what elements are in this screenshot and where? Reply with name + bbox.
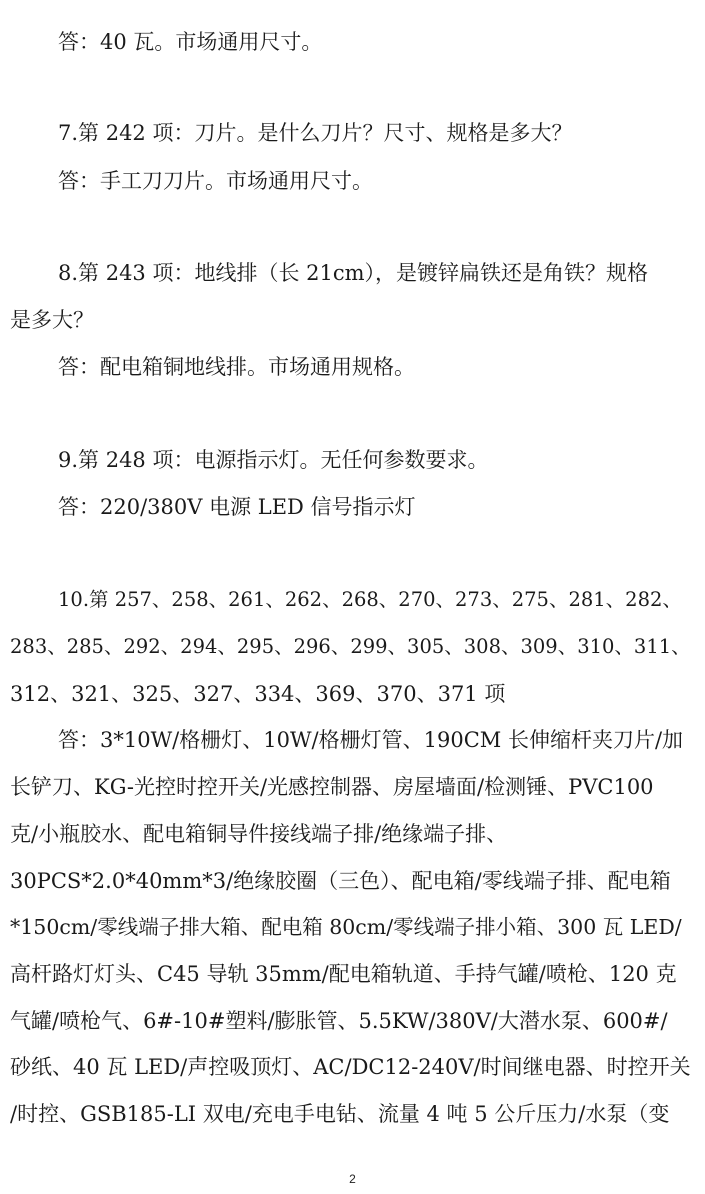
answer-line-continued: 长铲刀、KG-光控时控开关/光感控制器、房屋墙面/检测锤、PVC100	[10, 775, 654, 799]
answer-line: 答：手工刀刀片。市场通用尺寸。	[58, 169, 373, 193]
answer-line-continued: 气罐/喷枪气、6#-10#塑料/膨胀管、5.5KW/380V/大潜水泵、600#/	[10, 1009, 668, 1033]
answer-line-continued: 砂纸、40 瓦 LED/声控吸顶灯、AC/DC12-240V/时间继电器、时控开关	[10, 1055, 691, 1079]
answer-line-continued: *150cm/零线端子排大箱、配电箱 80cm/零线端子排小箱、300 瓦 LED/	[10, 915, 682, 939]
answer-line-continued: 克/小瓶胶水、配电箱铜导件接线端子排/绝缘端子排、	[10, 822, 508, 846]
answer-line: 答：3*10W/格栅灯、10W/格栅灯管、190CM 长伸缩杆夹刀片/加	[58, 728, 684, 752]
page-number: 2	[349, 1172, 356, 1186]
answer-line: 答：配电箱铜地线排。市场通用规格。	[58, 355, 415, 379]
question-line: 7.第 242 项：刀片。是什么刀片？尺寸、规格是多大？	[58, 121, 573, 145]
answer-line-continued: 高杆路灯灯头、C45 导轨 35mm/配电箱轨道、手持气罐/喷枪、120 克	[10, 962, 677, 986]
question-line-continued: 是多大？	[10, 308, 94, 332]
question-line: 10.第 257、258、261、262、268、270、273、275、281、282、	[58, 588, 682, 611]
question-line: 8.第 243 项：地线排（长 21cm），是镀锌扁铁还是角铁？规格	[58, 261, 649, 285]
question-line-continued: 312、321、325、327、334、369、370、371 项	[10, 682, 506, 706]
question-line: 9.第 248 项：电源指示灯。无任何参数要求。	[58, 448, 489, 472]
answer-line-continued: /时控、GSB185-LI 双电/充电手电钻、流量 4 吨 5 公斤压力/水泵（变	[10, 1102, 670, 1126]
answer-line: 答：40 瓦。市场通用尺寸。	[58, 30, 323, 54]
question-line-continued: 283、285、292、294、295、296、299、305、308、309、310、311、	[10, 635, 691, 658]
answer-line: 答：220/380V 电源 LED 信号指示灯	[58, 495, 416, 519]
answer-line-continued: 30PCS*2.0*40mm*3/绝缘胶圈（三色）、配电箱/零线端子排、配电箱	[10, 869, 671, 893]
